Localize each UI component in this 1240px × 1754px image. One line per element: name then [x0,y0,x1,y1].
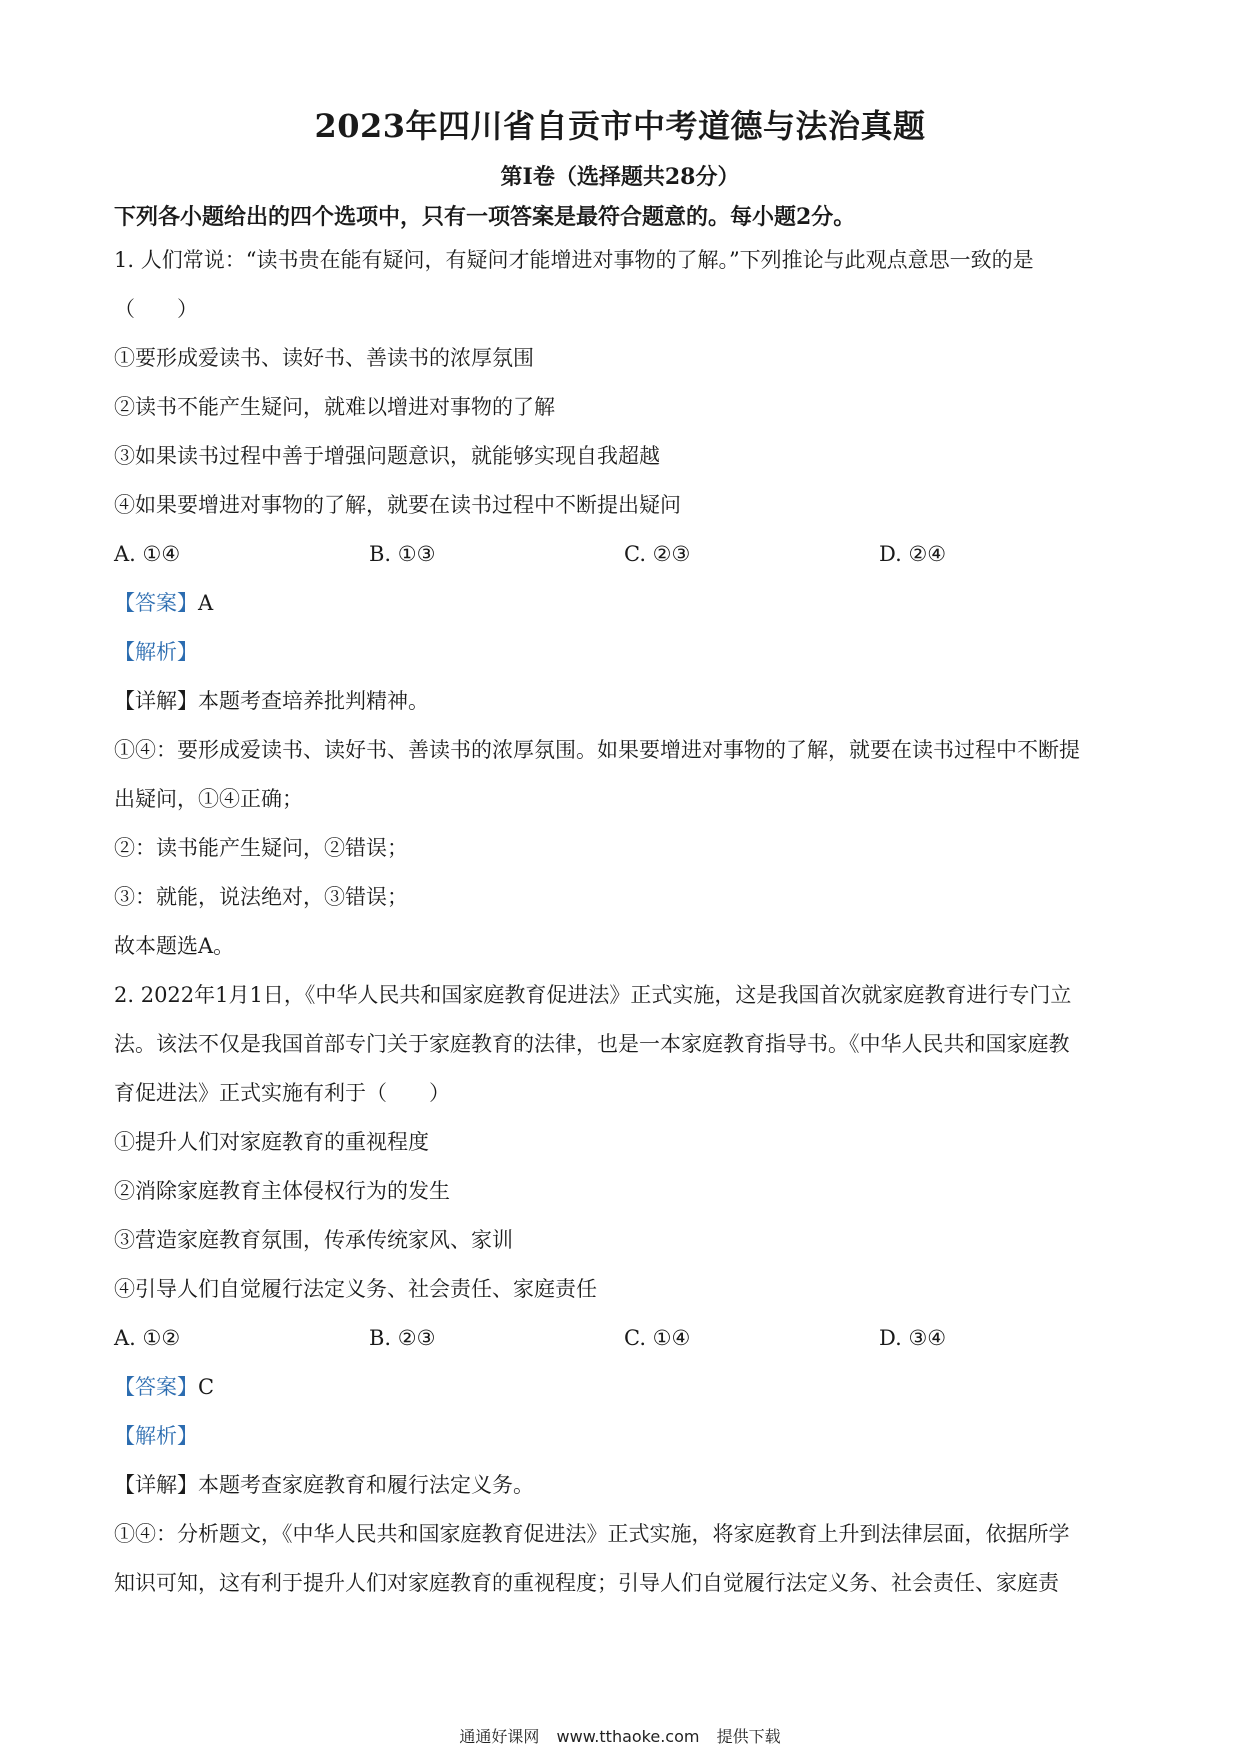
q1-answer-value: A [198,591,214,615]
q1-explain-line-3: ②：读书能产生疑问，②错误； [114,836,408,860]
q1-explain-line-2: 出疑问，①④正确； [114,787,303,811]
q2-explain-line-2: 知识可知，这有利于提升人们对家庭教育的重视程度；引导人们自觉履行法定义务、社会责任、家庭责 [114,1571,1059,1595]
footer-url[interactable]: www.tthaoke.com [556,1727,700,1746]
q2-item-1: ①提升人们对家庭教育的重视程度 [114,1130,429,1154]
q2-stem-line-1: 2. 2022年1月1日，《中华人民共和国家庭教育促进法》正式实施，这是我国首次就家庭教育进行专门立 [114,983,1072,1007]
q2-detail-tag: 【详解】 [114,1473,198,1497]
q2-detail [114,1468,1134,1517]
q2-options [114,1321,1134,1370]
page-footer [0,1726,1240,1748]
q2-option-d: D. ③④ [879,1326,947,1350]
footer-site-name: 通通好课网 [459,1727,540,1746]
q2-detail-text: 本题考查家庭教育和履行法定义务。 [198,1473,534,1497]
q1-item-1: ①要形成爱读书、读好书、善读书的浓厚氛围 [114,346,534,370]
q1-option-a: A. ①④ [114,542,181,566]
q2-analysis [114,1419,1134,1468]
q1-item-4: ④如果要增进对事物的了解，就要在读书过程中不断提出疑问 [114,493,681,517]
instruction-text: 下列各小题给出的四个选项中，只有一项答案是最符合题意的。每小题2分。 [114,204,856,230]
q1-answer-tag: 【答案】 [114,591,198,615]
page-title: 2023年四川省自贡市中考道德与法治真题 [314,107,926,145]
q1-analysis [114,635,1134,684]
q2-explain-line-1: ①④：分析题文，《中华人民共和国家庭教育促进法》正式实施，将家庭教育上升到法律层面，依据所学 [114,1522,1070,1546]
q2-item-3: ③营造家庭教育氛围，传承传统家风、家训 [114,1228,513,1252]
q2-answer [114,1370,1134,1419]
q2-stem-line-2: 法。该法不仅是我国首部专门关于家庭教育的法律，也是一本家庭教育指导书。《中华人民共和国家庭教 [114,1032,1070,1056]
q1-option-c: C. ②③ [624,542,691,566]
q2-answer-value: C [198,1375,215,1399]
questions-body [114,243,1134,1615]
footer-note: 提供下载 [716,1727,781,1746]
q2-stem-line-3: 育促进法》正式实施有利于（ ） [114,1081,450,1105]
q1-analysis-tag: 【解析】 [114,640,198,664]
q2-analysis-tag: 【解析】 [114,1424,198,1448]
q1-stem-line-1: 1. 人们常说：“读书贵在能有疑问，有疑问才能增进对事物的了解。”下列推论与此观点意思一致的是 [114,248,1034,272]
q2-item-2: ②消除家庭教育主体侵权行为的发生 [114,1179,450,1203]
q1-answer [114,586,1134,635]
q1-item-3: ③如果读书过程中善于增强问题意识，就能够实现自我超越 [114,444,660,468]
q1-explain-line-1: ①④：要形成爱读书、读好书、善读书的浓厚氛围。如果要增进对事物的了解，就要在读书过程中不断提 [114,738,1080,762]
q1-detail-text: 本题考查培养批判精神。 [198,689,429,713]
section-title: 第I卷（选择题共28分） [500,164,740,190]
q2-option-b: B. ②③ [369,1326,436,1350]
q1-item-2: ②读书不能产生疑问，就难以增进对事物的了解 [114,395,555,419]
q2-item-4: ④引导人们自觉履行法定义务、社会责任、家庭责任 [114,1277,597,1301]
q1-options [114,537,1134,586]
q1-stem-line-2: （ ） [114,297,198,321]
q2-option-c: C. ①④ [624,1326,691,1350]
q1-option-b: B. ①③ [369,542,436,566]
q1-explain-line-4: ③：就能，说法绝对，③错误； [114,885,408,909]
q1-detail-tag: 【详解】 [114,689,198,713]
q2-answer-tag: 【答案】 [114,1375,198,1399]
q1-conclusion: 故本题选A。 [114,934,235,958]
q2-option-a: A. ①② [114,1326,181,1350]
q1-detail [114,684,1134,733]
q1-option-d: D. ②④ [879,542,947,566]
